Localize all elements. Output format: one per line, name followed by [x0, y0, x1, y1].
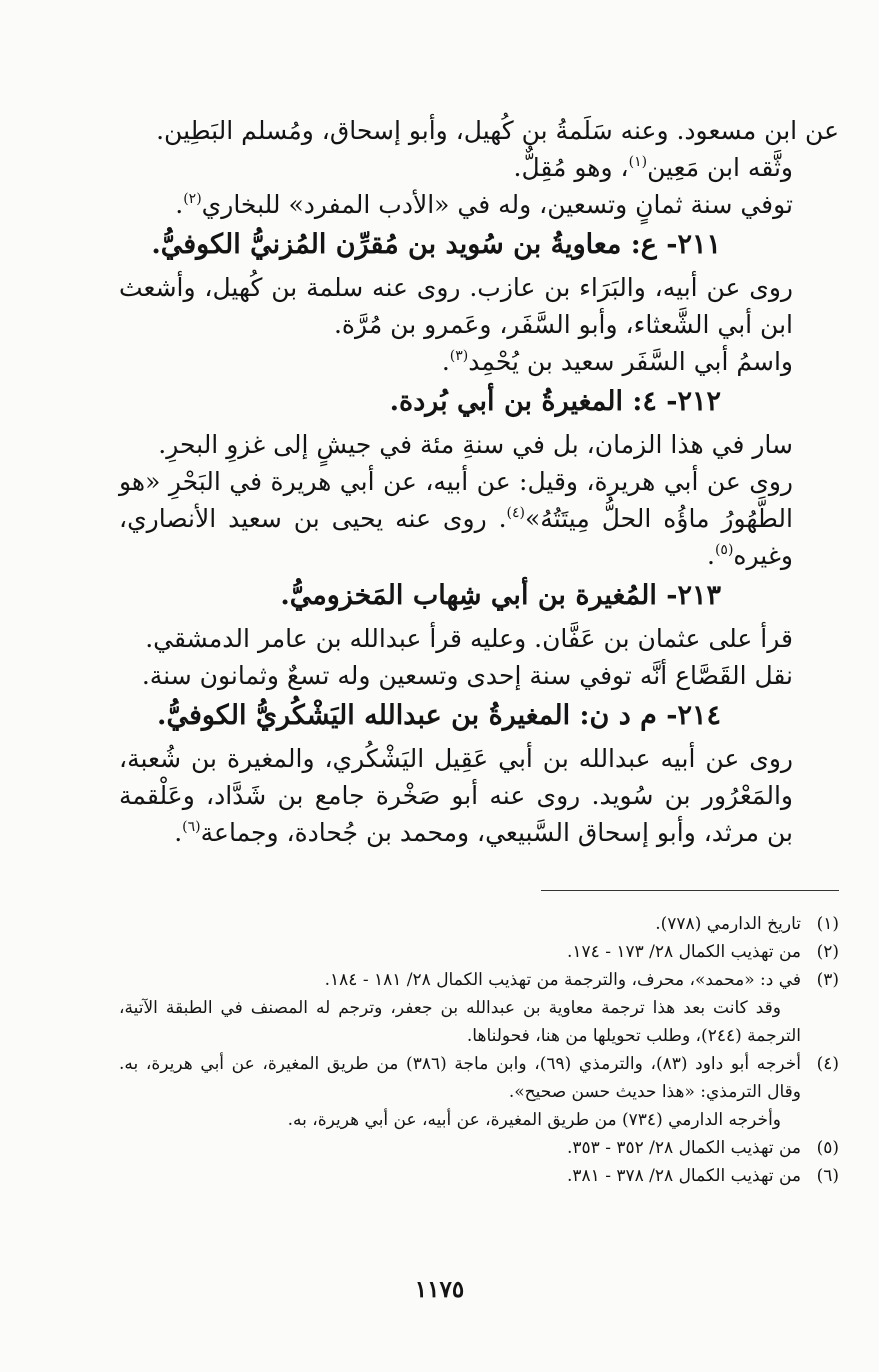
footnote: (٥) من تهذيب الكمال ٢٨/ ٣٥٢ - ٣٥٣.	[119, 1134, 839, 1162]
footnote-ref: (٥)	[714, 542, 734, 558]
main-text	[119, 112, 839, 851]
entry-heading-214: ٢١٤- م د ن: المغيرةُ بن عبدالله اليَشْكُريُّ الكوفيُّ.	[157, 700, 721, 731]
footnote-ref: (٣)	[449, 348, 469, 364]
footnote: (٣) في د: «محمد»، محرف، والترجمة من تهذيب الكمال ٢٨/ ١٨١ - ١٨٤.	[119, 966, 839, 994]
entry-212-paragraph: سار في هذا الزمان، بل في سنةِ مئة في جيشٍ إلى غزوِ البحرِ.	[158, 430, 793, 459]
footnote-continuation: وقد كانت بعد هذا ترجمة معاوية بن عبدالله بن جعفر، وترجم له المصنف في الطبقة الآتية، الترجمة (٢٤٤)، وطلب تحويلها من هنا، فحولناها.	[119, 998, 801, 1046]
footnotes	[119, 910, 839, 1190]
entry-213-paragraph: نقل القَصَّاع أنَّه توفي سنة إحدى وتسعين وله تسعٌ وثمانون سنة.	[141, 661, 793, 690]
entry-heading-212: ٢١٢- ٤: المغيرةُ بن أبي بُردة.	[389, 386, 721, 417]
entry-213-paragraph: قرأ على عثمان بن عَفَّان. وعليه قرأ عبدالله بن عامر الدمشقي.	[145, 624, 793, 653]
text-line: عن ابن مسعود. وعنه سَلَمةُ بن كُهيل، وأبو إسحاق، ومُسلم البَطِين.	[156, 116, 839, 145]
footnote-ref: (١)	[628, 154, 648, 170]
footnote-number: (١)	[816, 914, 839, 934]
entry-211-paragraph: واسمُ أبي السَّفَر سعيد بن يُحْمِد$^{(٣)}$.	[441, 347, 793, 376]
footnote: (١) تاريخ الدارمي (٧٧٨).	[119, 910, 839, 938]
footnote-divider	[541, 890, 839, 891]
footnote: (٦) من تهذيب الكمال ٢٨/ ٣٧٨ - ٣٨١.	[119, 1162, 839, 1190]
text-line: وثَّقه ابن مَعِين$^{(١)}$، وهو مُقِلٌّ.	[513, 153, 793, 182]
footnote-number: (٦)	[816, 1166, 839, 1186]
footnote-number: (٥)	[816, 1138, 839, 1158]
entry-heading-213: ٢١٣- المُغيرة بن أبي شِهاب المَخزوميُّ.	[280, 580, 721, 611]
footnote-number: (٤)	[816, 1054, 839, 1074]
footnote-ref: (٢)	[183, 191, 202, 207]
footnote-ref: (٤)	[506, 505, 526, 521]
footnote: (٢) من تهذيب الكمال ٢٨/ ١٧٣ - ١٧٤.	[119, 938, 839, 966]
footnote-continuation: وأخرجه الدارمي (٧٣٤) من طريق المغيرة، عن أبيه، عن أبي هريرة، به.	[287, 1110, 781, 1130]
entry-211-paragraph: روى عن أبيه، والبَرَاء بن عازب. روى عنه سلمة بن كُهيل، وأشعث ابن أبي الشَّعثاء، وأبو السَّفَر، وعَمرو بن مُرَّة.	[119, 273, 793, 339]
entry-212-paragraph: روى عن أبي هريرة، وقيل: عن أبيه، عن أبي هريرة في البَحْرِ «هو الطَّهُورُ ماؤُه الحلُّ مِيتَتُهُ»$^{(٤)}$. روى عنه يحيى بن سعيد الأنصاري، وغيره$^{(٥)}$.	[119, 467, 793, 570]
text-line: توفي سنة ثمانٍ وتسعين، وله في «الأدب المفرد» للبخاري$^{(٢)}$.	[175, 190, 793, 219]
footnote: (٤) أخرجه أبو داود (٨٣)، والترمذي (٦٩)، وابن ماجة (٣٨٦) من طريق المغيرة، عن أبي هريرة، به. وقال الترمذي: «هذا حديث حسن صحيح».	[119, 1050, 839, 1106]
page-number: ١١٧٥	[414, 1276, 465, 1303]
footnote-ref: (٦)	[182, 819, 201, 835]
entry-heading-211: ٢١١- ع: معاويةُ بن سُويد بن مُقرِّن المُزنيُّ الكوفيُّ.	[151, 229, 721, 260]
entry-214-paragraph: روى عن أبيه عبدالله بن أبي عَقِيل اليَشْكُري، والمغيرة بن شُعبة، والمَعْرُور بن سُويد. روى عنه أبو صَخْرة جامع بن شَدَّاد، وعَلْقمة بن مرثد، وأبو إسحاق السَّبيعي، ومحمد بن جُحادة، وجماعة$^{(٦)}$.	[119, 744, 793, 847]
footnote-number: (٣)	[816, 970, 839, 990]
footnote-number: (٢)	[816, 942, 839, 962]
